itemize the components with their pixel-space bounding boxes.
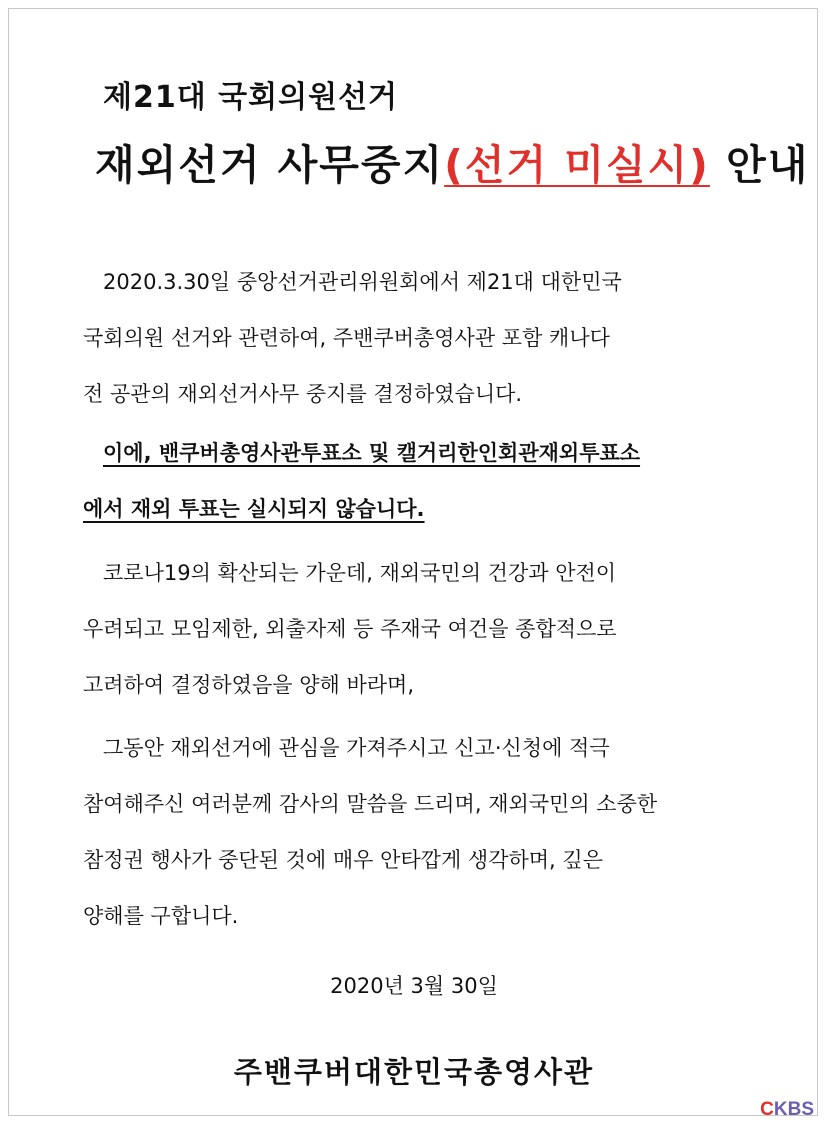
notice-title-line1: 제21대 국회의원선거 bbox=[103, 80, 399, 115]
paragraph-line: 코로나19의 확산되는 가운데, 재외국민의 건강과 안전이 bbox=[103, 561, 617, 585]
paragraph-line: 전 공관의 재외선거사무 중지를 결정하였습니다. bbox=[83, 382, 523, 406]
paragraph-line: 2020.3.30일 중앙선거관리위원회에서 제21대 대한민국 bbox=[103, 270, 622, 294]
title-line2-highlight: (선거 미실시) bbox=[444, 141, 710, 189]
logo-letters-kbs: KBS bbox=[773, 1099, 814, 1120]
paragraph-line: 고려하여 결정하였음을 양해 바라며, bbox=[83, 673, 414, 697]
title-line2-suffix: 안내 bbox=[709, 141, 810, 189]
notice-title-line2 bbox=[95, 132, 809, 191]
paragraph-line: 이에, 밴쿠버총영사관투표소 및 캘거리한인회관재외투표소 bbox=[103, 441, 641, 465]
paragraph-2-emphasis bbox=[83, 425, 751, 537]
paragraph-line: 에서 재외 투표는 실시되지 않습니다. bbox=[83, 497, 425, 521]
notice-date: 2020년 3월 30일 bbox=[330, 974, 498, 998]
paragraph-line: 우려되고 모임제한, 외출자제 등 주재국 여건을 종합적으로 bbox=[83, 617, 617, 641]
paragraph-line: 참정권 행사가 중단된 것에 매우 안타깝게 생각하며, 깊은 bbox=[83, 848, 603, 872]
paragraph-3 bbox=[83, 545, 751, 713]
paragraph-4 bbox=[83, 720, 751, 944]
logo-letter-c: C bbox=[760, 1099, 774, 1120]
title-line2-prefix: 재외선거 사무중지 bbox=[95, 141, 445, 189]
paragraph-1 bbox=[83, 254, 751, 422]
paragraph-line: 국회의원 선거와 관련하여, 주밴쿠버총영사관 포함 캐나다 bbox=[83, 326, 610, 350]
paragraph-line: 참여해주신 여러분께 감사의 말씀을 드리며, 재외국민의 소중한 bbox=[83, 792, 658, 816]
paragraph-line: 그동안 재외선거에 관심을 가져주시고 신고·신청에 적극 bbox=[103, 736, 610, 760]
ckbs-watermark-logo bbox=[760, 1099, 814, 1121]
paragraph-line: 양해를 구합니다. bbox=[83, 904, 239, 928]
notice-signer: 주밴쿠버대한민국총영사관 bbox=[233, 1055, 595, 1089]
